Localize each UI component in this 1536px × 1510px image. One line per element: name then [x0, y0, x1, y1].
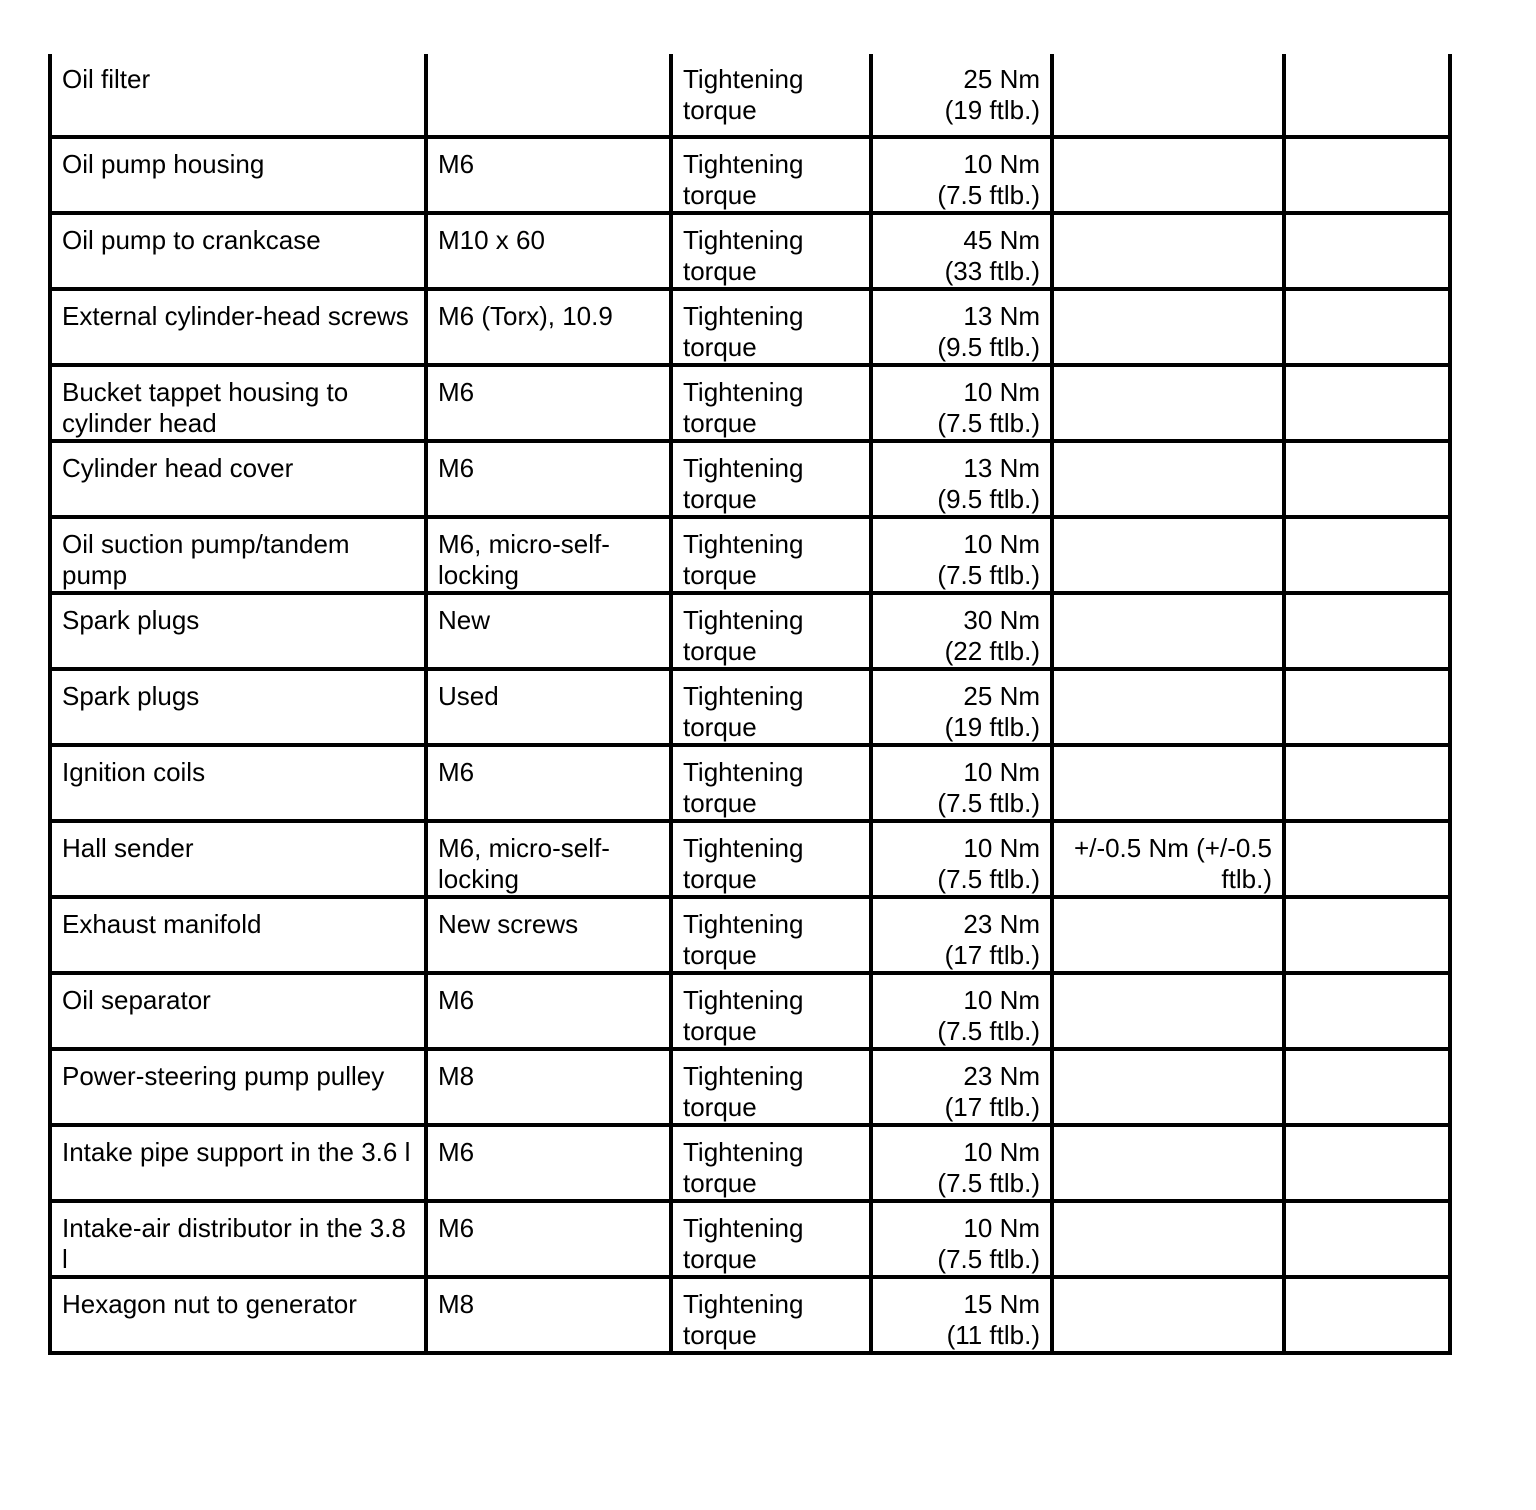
- component-text: Hall sender: [62, 833, 194, 863]
- torque-value-cell: [871, 137, 1052, 213]
- table-row: [50, 365, 1450, 441]
- type-text: Tightening torque: [683, 1213, 804, 1274]
- type-cell: [671, 517, 871, 593]
- spec-text: M8: [438, 1289, 475, 1319]
- component-text: Oil separator: [62, 985, 211, 1015]
- type-cell: [671, 54, 871, 137]
- spec-text: M6: [438, 149, 475, 179]
- component-text: Oil suction pump/tandem pump: [62, 529, 350, 590]
- spec-text: New screws: [438, 909, 579, 939]
- extra-cell: [1284, 593, 1450, 669]
- type-cell: [671, 1201, 871, 1277]
- extra-cell: [1284, 1125, 1450, 1201]
- torque-value-cell: [871, 897, 1052, 973]
- spec-text: M6, micro-self-locking: [438, 833, 610, 894]
- type-cell: [671, 593, 871, 669]
- type-text: Tightening torque: [683, 757, 804, 818]
- spec-text: Used: [438, 681, 499, 711]
- type-text: Tightening torque: [683, 149, 804, 210]
- torque-ftlb: (19 ftlb.): [944, 95, 1040, 125]
- table-row: [50, 441, 1450, 517]
- extra-cell: [1284, 289, 1450, 365]
- component-text: Oil pump to crankcase: [62, 225, 321, 255]
- component-cell: [50, 54, 426, 137]
- component-text: Oil filter: [62, 64, 151, 94]
- torque-ftlb: (7.5 ftlb.): [937, 408, 1040, 438]
- extra-cell: [1284, 1049, 1450, 1125]
- tolerance-cell: [1052, 593, 1284, 669]
- torque-ftlb: (7.5 ftlb.): [937, 180, 1040, 210]
- type-cell: [671, 1125, 871, 1201]
- component-cell: [50, 745, 426, 821]
- table-body: [50, 54, 1450, 1353]
- extra-cell: [1284, 745, 1450, 821]
- torque-value-cell: [871, 745, 1052, 821]
- type-text: Tightening torque: [683, 909, 804, 970]
- spec-text: New: [438, 605, 491, 635]
- spec-text: M6: [438, 1137, 475, 1167]
- table-row: [50, 745, 1450, 821]
- torque-nm: 23 Nm: [963, 1061, 1040, 1091]
- component-text: Cylinder head cover: [62, 453, 294, 483]
- extra-cell: [1284, 54, 1450, 137]
- tolerance-cell: [1052, 213, 1284, 289]
- torque-value-cell: [871, 1277, 1052, 1353]
- table-row: [50, 1049, 1450, 1125]
- table-row: [50, 213, 1450, 289]
- component-cell: [50, 973, 426, 1049]
- component-cell: [50, 441, 426, 517]
- torque-value-cell: [871, 1125, 1052, 1201]
- type-text: Tightening torque: [683, 64, 804, 125]
- type-text: Tightening torque: [683, 301, 804, 362]
- type-text: Tightening torque: [683, 605, 804, 666]
- spec-cell: [426, 1125, 671, 1201]
- tolerance-cell: [1052, 1201, 1284, 1277]
- tolerance-cell: [1052, 517, 1284, 593]
- extra-cell: [1284, 821, 1450, 897]
- tolerance-cell: [1052, 973, 1284, 1049]
- torque-ftlb: (7.5 ftlb.): [937, 1244, 1040, 1274]
- torque-ftlb: (22 ftlb.): [944, 636, 1040, 666]
- component-cell: [50, 821, 426, 897]
- type-text: Tightening torque: [683, 681, 804, 742]
- type-cell: [671, 973, 871, 1049]
- table-row: [50, 821, 1450, 897]
- type-cell: [671, 669, 871, 745]
- tolerance-cell: [1052, 669, 1284, 745]
- torque-nm: 10 Nm: [963, 377, 1040, 407]
- component-text: Hexagon nut to generator: [62, 1289, 357, 1319]
- table-row: [50, 593, 1450, 669]
- spec-cell: [426, 593, 671, 669]
- spec-text: M6: [438, 377, 475, 407]
- torque-value-cell: [871, 669, 1052, 745]
- torque-nm: 15 Nm: [963, 1289, 1040, 1319]
- torque-nm: 10 Nm: [963, 985, 1040, 1015]
- extra-cell: [1284, 669, 1450, 745]
- table-row: [50, 1201, 1450, 1277]
- type-text: Tightening torque: [683, 529, 804, 590]
- tolerance-text: +/-0.5 Nm (+/-0.5 ftlb.): [1074, 833, 1272, 894]
- torque-ftlb: (19 ftlb.): [944, 712, 1040, 742]
- torque-value-cell: [871, 1049, 1052, 1125]
- spec-text: M6: [438, 757, 475, 787]
- table-row: [50, 517, 1450, 593]
- type-text: Tightening torque: [683, 833, 804, 894]
- torque-nm: 13 Nm: [963, 301, 1040, 331]
- torque-nm: 30 Nm: [963, 605, 1040, 635]
- spec-cell: [426, 54, 671, 137]
- spec-cell: [426, 973, 671, 1049]
- spec-cell: [426, 137, 671, 213]
- component-cell: [50, 1277, 426, 1353]
- type-text: Tightening torque: [683, 225, 804, 286]
- component-text: Exhaust manifold: [62, 909, 262, 939]
- torque-nm: 13 Nm: [963, 453, 1040, 483]
- component-text: Ignition coils: [62, 757, 206, 787]
- spec-cell: [426, 1049, 671, 1125]
- torque-ftlb: (17 ftlb.): [944, 1092, 1040, 1122]
- type-cell: [671, 1049, 871, 1125]
- tolerance-cell: [1052, 821, 1284, 897]
- tolerance-cell: [1052, 365, 1284, 441]
- spec-text: M6: [438, 1213, 475, 1243]
- component-text: Bucket tappet housing to cylinder head: [62, 377, 349, 438]
- table-row: [50, 669, 1450, 745]
- component-text: External cylinder-head screws: [62, 301, 409, 331]
- tolerance-cell: [1052, 289, 1284, 365]
- torque-nm: 23 Nm: [963, 909, 1040, 939]
- tolerance-cell: [1052, 1277, 1284, 1353]
- torque-ftlb: (7.5 ftlb.): [937, 864, 1040, 894]
- component-cell: [50, 213, 426, 289]
- type-cell: [671, 289, 871, 365]
- torque-ftlb: (33 ftlb.): [944, 256, 1040, 286]
- component-cell: [50, 289, 426, 365]
- tolerance-cell: [1052, 897, 1284, 973]
- type-text: Tightening torque: [683, 377, 804, 438]
- spec-cell: [426, 365, 671, 441]
- torque-value-cell: [871, 441, 1052, 517]
- extra-cell: [1284, 973, 1450, 1049]
- torque-value-cell: [871, 593, 1052, 669]
- table-row: [50, 973, 1450, 1049]
- extra-cell: [1284, 1201, 1450, 1277]
- torque-nm: 25 Nm: [963, 681, 1040, 711]
- torque-nm: 10 Nm: [963, 757, 1040, 787]
- spec-cell: [426, 669, 671, 745]
- torque-value-cell: [871, 213, 1052, 289]
- tolerance-cell: [1052, 137, 1284, 213]
- component-text: Intake-air distributor in the 3.8 l: [62, 1213, 406, 1274]
- table-row: [50, 1125, 1450, 1201]
- component-text: Intake pipe support in the 3.6 l: [62, 1137, 411, 1167]
- tolerance-cell: [1052, 441, 1284, 517]
- torque-nm: 25 Nm: [963, 64, 1040, 94]
- type-cell: [671, 745, 871, 821]
- type-cell: [671, 213, 871, 289]
- component-cell: [50, 1201, 426, 1277]
- torque-ftlb: (7.5 ftlb.): [937, 560, 1040, 590]
- torque-nm: 10 Nm: [963, 833, 1040, 863]
- type-cell: [671, 365, 871, 441]
- extra-cell: [1284, 365, 1450, 441]
- type-text: Tightening torque: [683, 985, 804, 1046]
- torque-ftlb: (9.5 ftlb.): [937, 484, 1040, 514]
- extra-cell: [1284, 897, 1450, 973]
- tolerance-cell: [1052, 54, 1284, 137]
- table-row: [50, 897, 1450, 973]
- type-text: Tightening torque: [683, 1061, 804, 1122]
- torque-nm: 10 Nm: [963, 1137, 1040, 1167]
- component-cell: [50, 593, 426, 669]
- component-cell: [50, 897, 426, 973]
- spec-text: M6, micro-self-locking: [438, 529, 610, 590]
- type-cell: [671, 897, 871, 973]
- spec-cell: [426, 1277, 671, 1353]
- torque-nm: 45 Nm: [963, 225, 1040, 255]
- torque-value-cell: [871, 821, 1052, 897]
- extra-cell: [1284, 441, 1450, 517]
- spec-text: M6 (Torx), 10.9: [438, 301, 613, 331]
- torque-nm: 10 Nm: [963, 1213, 1040, 1243]
- type-cell: [671, 441, 871, 517]
- extra-cell: [1284, 517, 1450, 593]
- component-text: Spark plugs: [62, 681, 200, 711]
- table-row: [50, 54, 1450, 137]
- torque-value-cell: [871, 54, 1052, 137]
- type-cell: [671, 137, 871, 213]
- extra-cell: [1284, 213, 1450, 289]
- component-cell: [50, 1049, 426, 1125]
- spec-cell: [426, 897, 671, 973]
- table-row: [50, 1277, 1450, 1353]
- spec-cell: [426, 1201, 671, 1277]
- torque-nm: 10 Nm: [963, 149, 1040, 179]
- torque-value-cell: [871, 973, 1052, 1049]
- component-text: Power-steering pump pulley: [62, 1061, 385, 1091]
- torque-value-cell: [871, 289, 1052, 365]
- type-text: Tightening torque: [683, 1137, 804, 1198]
- component-cell: [50, 517, 426, 593]
- spec-cell: [426, 517, 671, 593]
- extra-cell: [1284, 137, 1450, 213]
- spec-cell: [426, 745, 671, 821]
- component-cell: [50, 669, 426, 745]
- tolerance-cell: [1052, 1125, 1284, 1201]
- spec-text: M10 x 60: [438, 225, 545, 255]
- component-cell: [50, 365, 426, 441]
- torque-value-cell: [871, 365, 1052, 441]
- torque-ftlb: (17 ftlb.): [944, 940, 1040, 970]
- spec-cell: [426, 821, 671, 897]
- table-row: [50, 137, 1450, 213]
- component-cell: [50, 137, 426, 213]
- spec-cell: [426, 441, 671, 517]
- type-cell: [671, 1277, 871, 1353]
- spec-cell: [426, 289, 671, 365]
- torque-ftlb: (9.5 ftlb.): [937, 332, 1040, 362]
- spec-text: M8: [438, 1061, 475, 1091]
- torque-value-cell: [871, 1201, 1052, 1277]
- tolerance-cell: [1052, 1049, 1284, 1125]
- spec-text: M6: [438, 453, 475, 483]
- torque-ftlb: (7.5 ftlb.): [937, 1016, 1040, 1046]
- spec-text: M6: [438, 985, 475, 1015]
- torque-ftlb: (11 ftlb.): [946, 1320, 1040, 1350]
- torque-nm: 10 Nm: [963, 529, 1040, 559]
- tolerance-cell: [1052, 745, 1284, 821]
- spec-cell: [426, 213, 671, 289]
- component-text: Oil pump housing: [62, 149, 265, 179]
- extra-cell: [1284, 1277, 1450, 1353]
- table-row: [50, 289, 1450, 365]
- type-text: Tightening torque: [683, 1289, 804, 1350]
- type-text: Tightening torque: [683, 453, 804, 514]
- torque-value-cell: [871, 517, 1052, 593]
- component-text: Spark plugs: [62, 605, 200, 635]
- torque-spec-table: [48, 54, 1452, 1355]
- component-cell: [50, 1125, 426, 1201]
- type-cell: [671, 821, 871, 897]
- torque-ftlb: (7.5 ftlb.): [937, 1168, 1040, 1198]
- torque-ftlb: (7.5 ftlb.): [937, 788, 1040, 818]
